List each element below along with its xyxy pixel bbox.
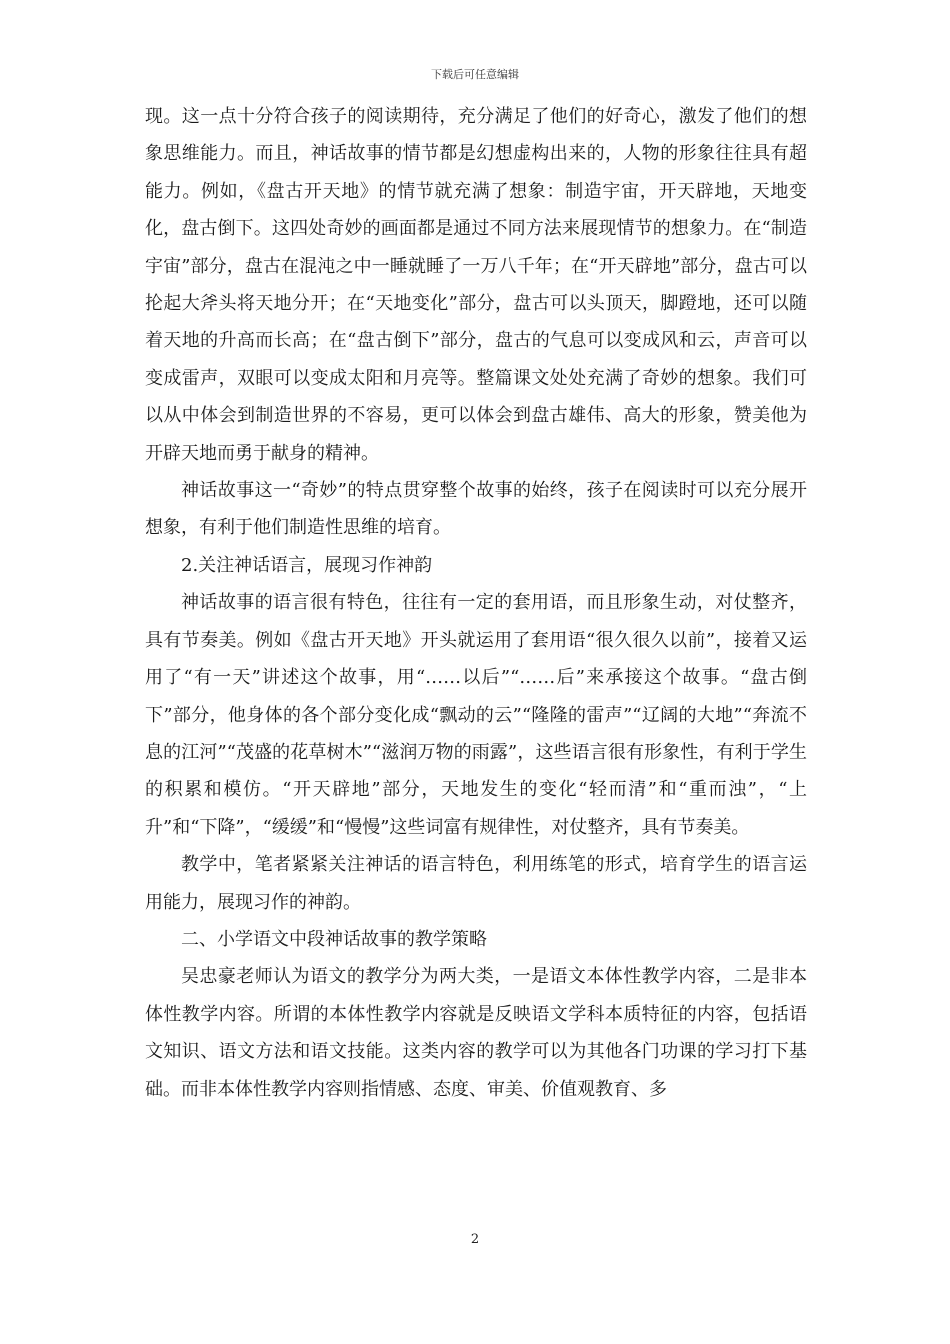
section-heading-two: 二、小学语文中段神话故事的教学策略: [181, 928, 487, 950]
paragraph-4: 教学中，笔者紧紧关注神话的语言特色，利用练笔的形式，培育学生的语言运用能力，展现习作的神韵。: [145, 854, 807, 913]
section-heading-2: 2.关注神话语言，展现习作神韵: [181, 554, 433, 576]
page-number: 2: [470, 1232, 480, 1247]
page-header: 下载后可任意编辑: [431, 68, 519, 81]
paragraph-2: 神话故事这一“奇妙”的特点贯穿整个故事的始终，孩子在阅读时可以充分展开想象，有利于他们制造性思维的培育。: [145, 480, 807, 539]
document-body: [145, 98, 807, 1108]
paragraph-5: 吴忠豪老师认为语文的教学分为两大类，一是语文本体性教学内容，二是非本体性教学内容。所谓的本体性教学内容就是反映语文学科本质特征的内容，包括语文知识、语文方法和语文技能。这类内容的教学可以为其他各门功课的学习打下基础。而非本体性教学内容则指情感、态度、审美、价值观教育、多: [145, 966, 807, 1100]
paragraph-3: 神话故事的语言很有特色，往往有一定的套用语，而且形象生动，对仗整齐，具有节奏美。例如《盘古开天地》开头就运用了套用语“很久很久以前”，接着又运用了“有一天”讲述这个故事，用“……以后”“……后”来承接这个故事。“盘古倒下”部分，他身体的各个部分变化成“飘动的云”“隆隆的雷声”“辽阔的大地”“奔流不息的江河”“茂盛的花草树木”“滋润万物的雨露”，这些语言很有形象性，有利于学生的积累和模仿。“开天辟地”部分，天地发生的变化“轻而清”和“重而浊”，“上升”和“下降”，“缓缓”和“慢慢”这些词富有规律性，对仗整齐，具有节奏美。: [145, 592, 807, 838]
paragraph-1: 现。这一点十分符合孩子的阅读期待，充分满足了他们的好奇心，激发了他们的想象思维能力。而且，神话故事的情节都是幻想虚构出来的，人物的形象往往具有超能力。例如，《盘古开天地》的情节就充满了想象：制造宇宙，开天辟地，天地变化，盘古倒下。这四处奇妙的画面都是通过不同方法来展现情节的想象力。在“制造宇宙”部分，盘古在混沌之中一睡就睡了一万八千年；在“开天辟地”部分，盘古可以抡起大斧头将天地分开；在“天地变化”部分，盘古可以头顶天，脚蹬地，还可以随着天地的升高而长高；在“盘古倒下”部分，盘古的气息可以变成风和云，声音可以变成雷声，双眼可以变成太阳和月亮等。整篇课文处处充满了奇妙的想象。我们可以从中体会到制造世界的不容易，更可以体会到盘古雄伟、高大的形象，赞美他为开辟天地而勇于献身的精神。: [145, 106, 807, 464]
